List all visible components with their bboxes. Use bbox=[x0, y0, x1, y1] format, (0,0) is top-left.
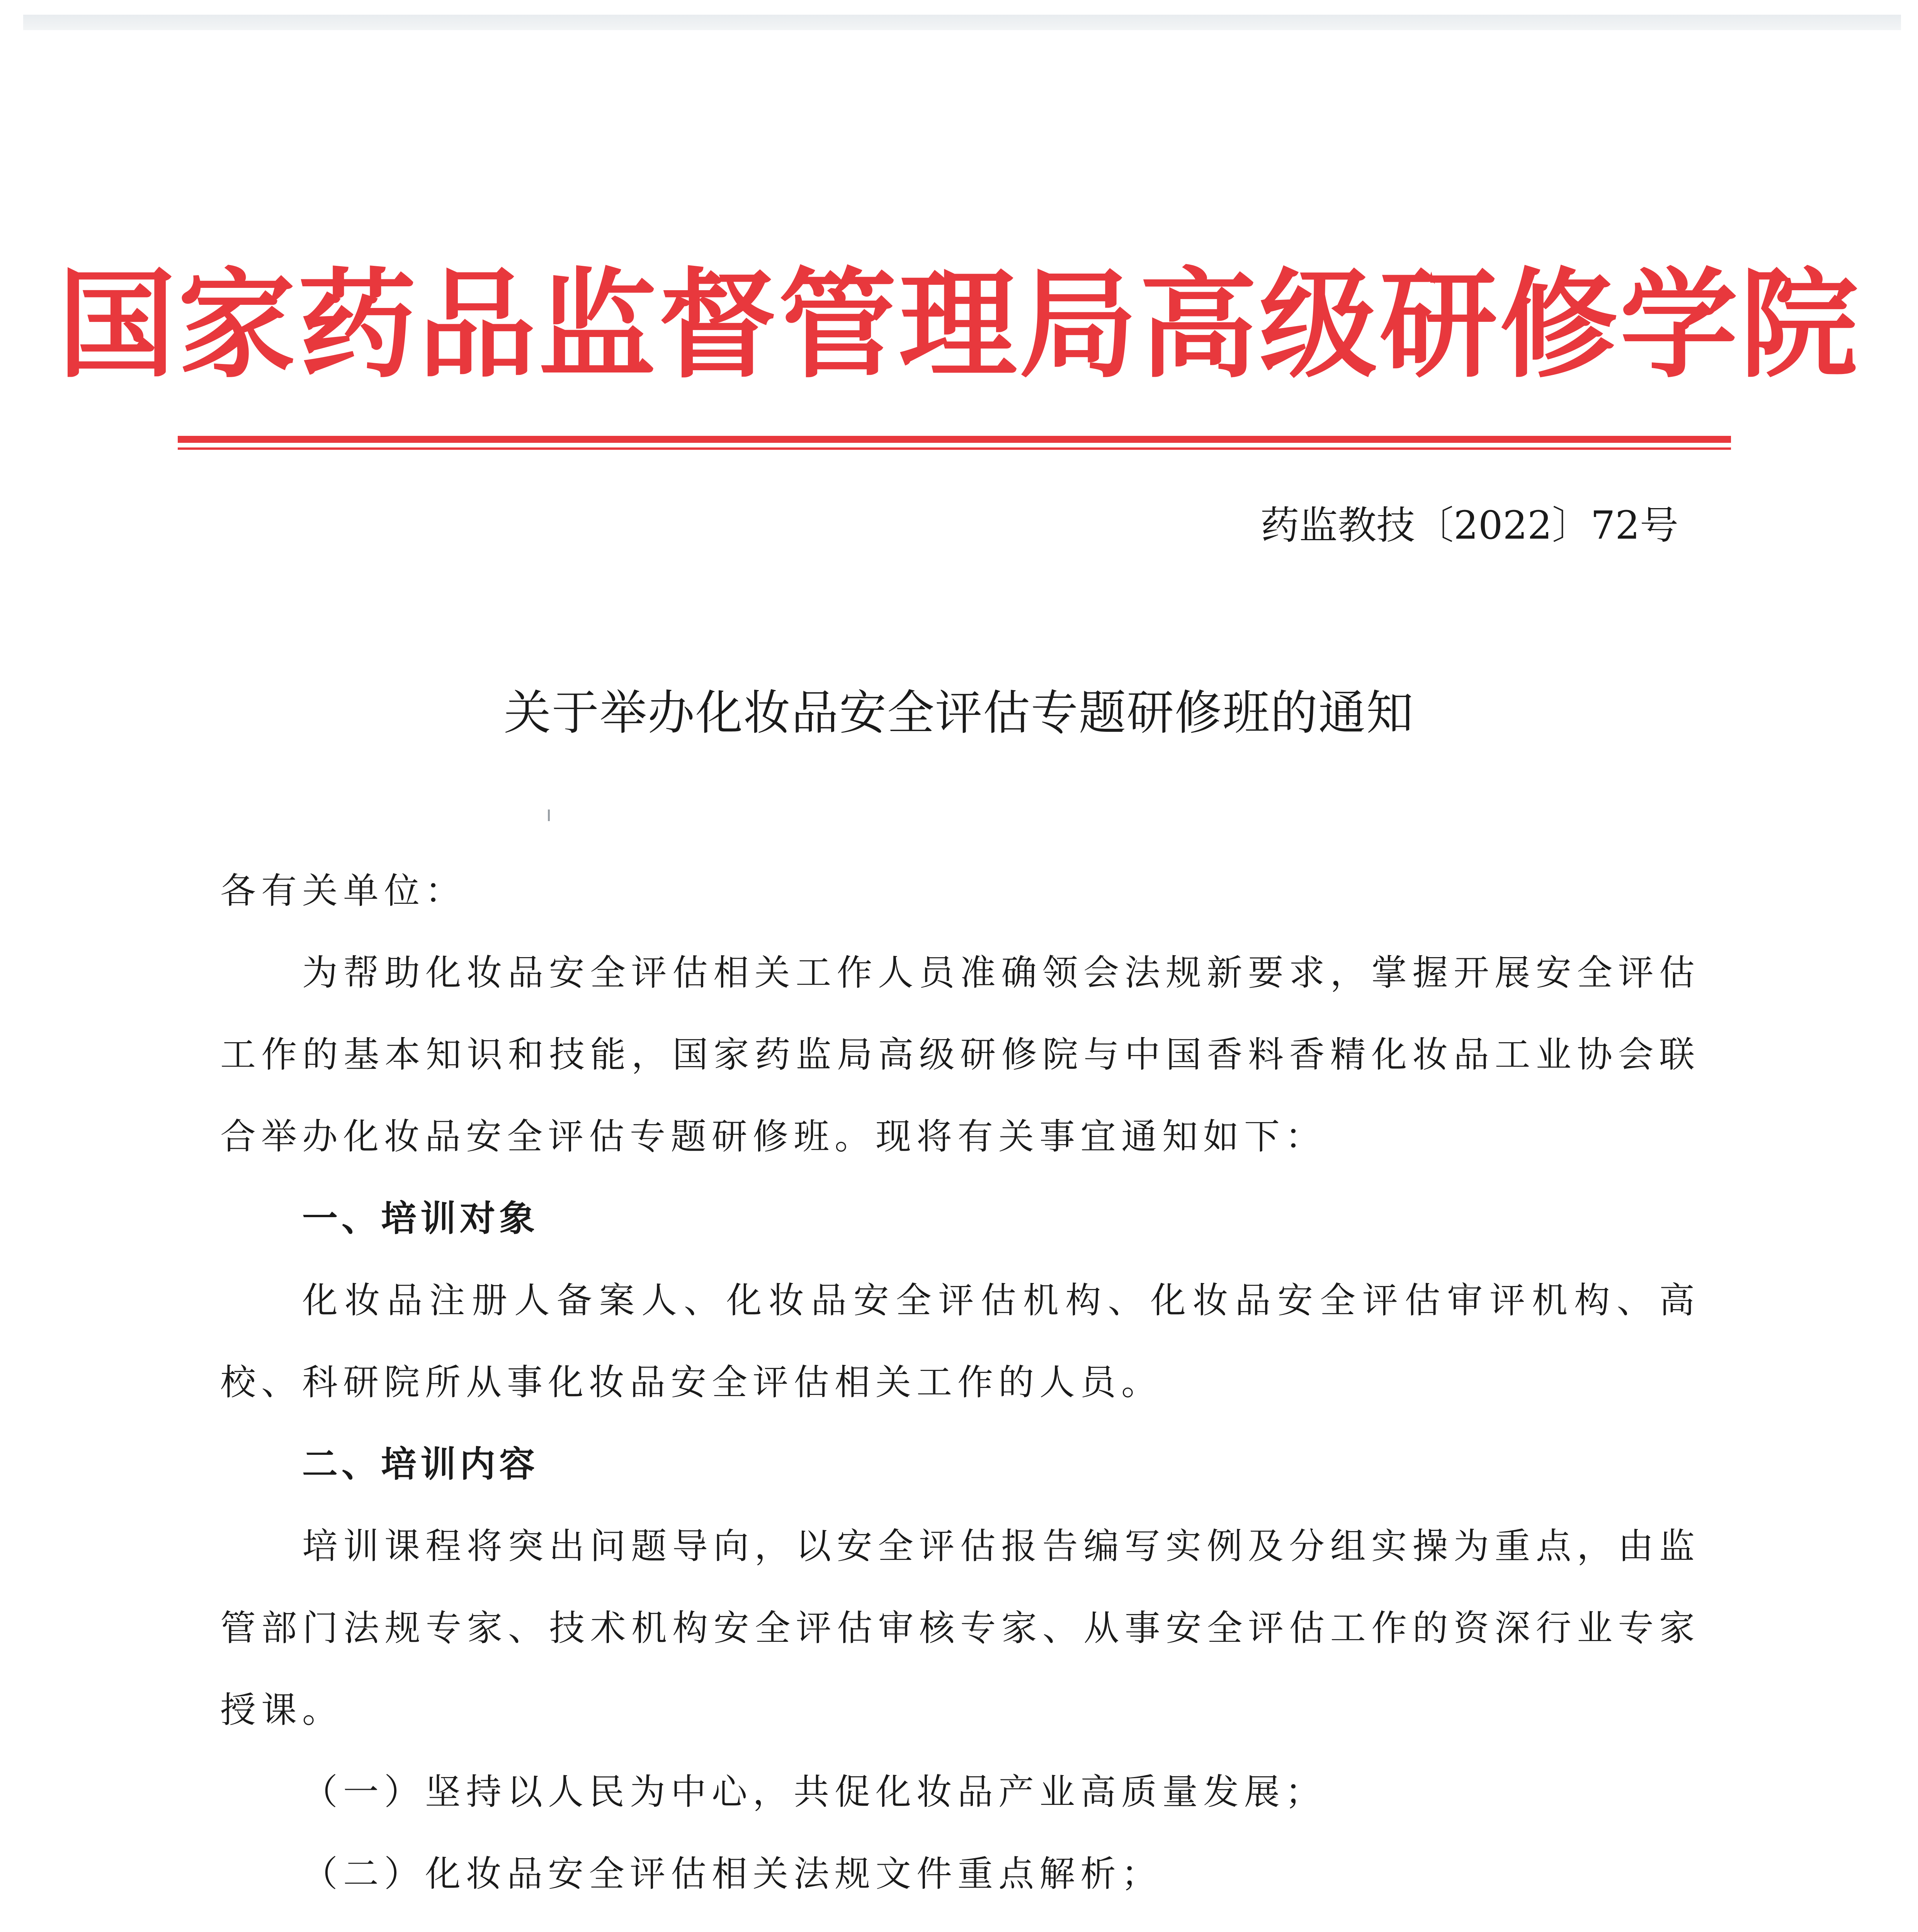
letterhead-rule-thin bbox=[178, 447, 1731, 450]
document-body bbox=[220, 850, 1700, 1932]
document-title: 关于举办化妆品安全评估专题研修班的通知 bbox=[504, 685, 1414, 740]
document-number: 药监教技〔2022〕72号 bbox=[1260, 503, 1678, 548]
letterhead-rule-thick bbox=[178, 436, 1731, 443]
section-text-trainees: 化妆品注册人备案人、化妆品安全评估机构、化妆品安全评估审评机构、高校、科研院所从事化妆品安全评估相关工作的人员。 bbox=[220, 1280, 1700, 1403]
section-heading-content: 二、培训内容 bbox=[302, 1444, 539, 1485]
letterhead-org-name: 国家药品监督管理局高级研修学院 bbox=[58, 255, 1860, 394]
salutation: 各有关单位： bbox=[220, 870, 466, 912]
intro-paragraph: 为帮助化妆品安全评估相关工作人员准确领会法规新要求，掌握开展安全评估工作的基本知识和技能，国家药监局高级研修院与中国香料香精化妆品工业协会联合举办化妆品安全评估专题研修班。现将有关事宜通知如下： bbox=[220, 952, 1700, 1157]
content-item bbox=[220, 1915, 1700, 1932]
scan-speck bbox=[548, 810, 550, 821]
content-item: （二）化妆品安全评估相关法规文件重点解析； bbox=[302, 1853, 1163, 1895]
content-item: （一）坚持以人民为中心，共促化妆品产业高质量发展； bbox=[302, 1771, 1326, 1813]
scan-edge bbox=[23, 15, 1901, 30]
section-text-content: 培训课程将突出问题导向，以安全评估报告编写实例及分组实操为重点，由监管部门法规专家、技术机构安全评估审核专家、从事安全评估工作的资深行业专家授课。 bbox=[220, 1526, 1700, 1731]
section-heading-trainees: 一、培训对象 bbox=[302, 1198, 539, 1239]
